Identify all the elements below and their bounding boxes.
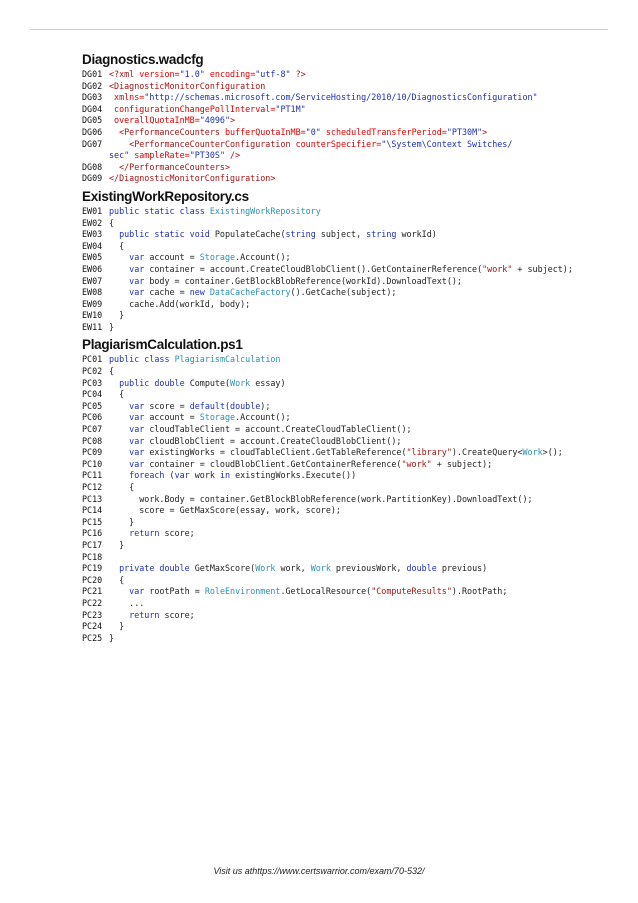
- line-number: PC13: [82, 493, 103, 504]
- code-token: var: [109, 263, 145, 274]
- code-token: return: [109, 609, 160, 620]
- code-token: default: [189, 400, 225, 411]
- code-token: private double: [109, 563, 195, 574]
- code-token: RoleEnvironment: [204, 586, 281, 597]
- line-number: PC09: [82, 447, 103, 458]
- code-line: [82, 505, 627, 517]
- code-block: [82, 69, 627, 185]
- code-token: "\System\Context Switches/: [381, 138, 513, 149]
- code-line: [82, 287, 627, 299]
- code-token: "utf-8": [255, 69, 291, 79]
- line-number: [82, 150, 109, 162]
- line-number: EW06: [82, 263, 103, 274]
- plagiarism-calculation-section: [82, 335, 627, 644]
- code-token: .Account();: [235, 252, 291, 263]
- top-divider: [30, 29, 608, 30]
- code-block: [82, 354, 627, 644]
- code-text: [109, 354, 627, 366]
- code-token: public class: [109, 354, 175, 365]
- code-text: [109, 104, 627, 116]
- code-token: {: [109, 240, 125, 251]
- code-token: in: [219, 470, 231, 481]
- code-line: [82, 229, 627, 241]
- code-text: [109, 459, 627, 471]
- code-token: cache =: [144, 287, 190, 298]
- code-text: [109, 206, 627, 218]
- code-token: foreach: [109, 470, 165, 481]
- code-line: [82, 447, 627, 459]
- line-number: EW05: [82, 252, 103, 263]
- code-token: container = account.CreateCloudBlobClient().GetContainerReference(: [144, 263, 483, 274]
- line-number: PC01: [82, 354, 103, 365]
- code-token: ).CreateQuery<: [451, 447, 523, 458]
- code-token: />: [224, 150, 241, 161]
- code-text: [109, 517, 627, 529]
- line-number: PC20: [82, 574, 103, 585]
- code-token: Work: [255, 563, 276, 574]
- code-line: [82, 378, 627, 390]
- code-text: [109, 264, 627, 276]
- code-token: work,: [275, 563, 311, 574]
- line-number: DG06: [82, 126, 103, 137]
- line-number: PC19: [82, 563, 103, 574]
- code-text: [109, 173, 627, 185]
- code-token: <DiagnosticMonitorConfiguration: [109, 80, 266, 91]
- code-token: >();: [542, 447, 563, 458]
- code-token: ExistingWorkRepository: [209, 205, 321, 216]
- code-text: [109, 150, 627, 162]
- code-token: encoding=: [204, 69, 256, 79]
- line-number: PC03: [82, 377, 103, 388]
- code-line: [82, 470, 627, 482]
- code-line: [82, 482, 627, 494]
- code-token: Work: [310, 563, 331, 574]
- code-line: [82, 494, 627, 506]
- code-line: [82, 610, 627, 622]
- code-text: [109, 241, 627, 253]
- code-text: [109, 310, 627, 322]
- diagnostics-section: [82, 50, 627, 185]
- code-line: [82, 598, 627, 610]
- code-token: "PT30M": [446, 126, 483, 137]
- line-number: DG01: [82, 69, 103, 79]
- code-token: var: [109, 458, 145, 469]
- code-token: configurationChangePollInterval=: [109, 103, 276, 114]
- code-token: var: [109, 447, 145, 458]
- code-line: [82, 276, 627, 288]
- code-text: [109, 540, 627, 552]
- code-token: score;: [159, 609, 195, 620]
- line-number: PC23: [82, 609, 103, 620]
- code-token: "PT30S": [189, 150, 225, 161]
- code-token: >: [230, 115, 236, 126]
- code-text: [109, 482, 627, 494]
- code-token: bufferQuotaInMB=: [224, 126, 306, 137]
- code-text: [109, 621, 627, 633]
- code-token: (: [164, 470, 175, 481]
- line-number: EW01: [82, 205, 103, 216]
- code-token: "4096": [199, 115, 231, 126]
- code-text: [109, 552, 627, 564]
- code-token: existingWorks = cloudTableClient.GetTableReference(: [144, 447, 407, 458]
- code-token: <PerformanceCounterConfiguration: [109, 138, 296, 149]
- code-line: [82, 252, 627, 264]
- code-line: [82, 517, 627, 529]
- code-text: [109, 447, 627, 459]
- code-token: public static class: [109, 205, 210, 216]
- code-token: {: [109, 389, 125, 400]
- code-token: Work: [522, 447, 543, 458]
- code-token: {: [109, 217, 115, 228]
- code-text: [109, 424, 627, 436]
- code-text: [109, 389, 627, 401]
- code-line: [82, 127, 627, 139]
- code-token: "library": [406, 447, 452, 458]
- code-line: [82, 299, 627, 311]
- code-line: [82, 218, 627, 230]
- code-text: [109, 575, 627, 587]
- code-text: [109, 563, 627, 575]
- code-line: [82, 412, 627, 424]
- code-line: [82, 139, 627, 151]
- code-token: Storage: [199, 252, 236, 263]
- code-text: [109, 366, 627, 378]
- code-token: >: [482, 126, 488, 137]
- line-number: PC07: [82, 424, 103, 435]
- code-line: [82, 586, 627, 598]
- code-token: <PerformanceCounters: [109, 126, 225, 137]
- code-token: "0": [305, 126, 321, 137]
- code-text: [109, 528, 627, 540]
- line-number: PC12: [82, 482, 103, 492]
- code-text: [109, 127, 627, 139]
- code-text: [109, 115, 627, 127]
- code-token: Compute(: [189, 377, 231, 388]
- code-text: [109, 322, 627, 334]
- code-text: [109, 598, 627, 610]
- code-line: [82, 310, 627, 322]
- code-line: [82, 150, 627, 162]
- code-token: account =: [144, 252, 200, 263]
- code-line: [82, 389, 627, 401]
- code-token: GetMaxScore(: [194, 563, 256, 574]
- code-token: cloudTableClient = account.CreateCloudTableClient();: [144, 424, 412, 435]
- line-number: EW09: [82, 298, 103, 309]
- code-line: [82, 115, 627, 127]
- code-token: var: [109, 586, 145, 597]
- line-number: PC08: [82, 435, 103, 446]
- code-token: Storage: [199, 412, 236, 423]
- code-token: var: [109, 412, 145, 423]
- code-text: [109, 276, 627, 288]
- code-line: [82, 322, 627, 334]
- code-line: [82, 162, 627, 174]
- code-text: [109, 162, 627, 174]
- line-number: PC14: [82, 505, 103, 516]
- code-line: [82, 552, 627, 564]
- code-token: account =: [144, 412, 200, 423]
- code-line: [82, 575, 627, 587]
- code-text: [109, 69, 627, 81]
- code-token: }: [109, 539, 125, 550]
- code-token: "1.0": [179, 69, 205, 79]
- code-line: [82, 264, 627, 276]
- code-line: [82, 528, 627, 540]
- line-number: DG02: [82, 80, 103, 91]
- code-text: [109, 412, 627, 424]
- code-token: var: [109, 252, 145, 263]
- code-token: + subject);: [431, 458, 493, 469]
- line-number: PC22: [82, 597, 103, 608]
- code-text: [109, 378, 627, 390]
- code-token: "work": [401, 458, 432, 469]
- line-number: DG07: [82, 138, 103, 149]
- line-number: DG08: [82, 161, 103, 172]
- line-number: EW10: [82, 310, 103, 321]
- document-content: [82, 50, 627, 646]
- code-token: overallQuotaInMB=: [109, 115, 200, 126]
- code-line: [82, 354, 627, 366]
- code-token: }: [109, 310, 125, 321]
- code-token: </PerformanceCounters>: [109, 161, 231, 172]
- code-line: [82, 633, 627, 645]
- code-token: existingWorks.Execute()): [230, 470, 357, 481]
- code-token: string: [285, 229, 316, 240]
- code-token: xmlns=: [109, 92, 145, 103]
- code-text: [109, 229, 627, 241]
- code-token: "http://schemas.microsoft.com/ServiceHosting/2010/10/DiagnosticsConfiguration": [144, 92, 538, 103]
- code-token: DataCacheFactory: [209, 287, 291, 298]
- code-text: [109, 92, 627, 104]
- code-token: var: [109, 275, 145, 286]
- code-token: public double: [109, 377, 190, 388]
- line-number: PC16: [82, 528, 103, 539]
- code-token: cache.Add(workId, body);: [109, 298, 251, 309]
- line-number: PC17: [82, 539, 103, 550]
- code-token: essay): [250, 377, 286, 388]
- code-text: [109, 81, 627, 93]
- line-number: PC24: [82, 621, 103, 632]
- code-text: [109, 252, 627, 264]
- line-number: PC25: [82, 632, 103, 643]
- code-token: PlagiarismCalculation: [174, 354, 281, 365]
- code-token: previousWork,: [330, 563, 407, 574]
- code-line: [82, 92, 627, 104]
- line-number: EW03: [82, 229, 103, 240]
- code-token: new: [189, 287, 210, 298]
- code-token: return: [109, 528, 160, 539]
- code-token: </DiagnosticMonitorConfiguration>: [109, 173, 276, 184]
- line-number: DG05: [82, 115, 103, 126]
- code-text: [109, 401, 627, 413]
- section-title: Diagnostics.wadcfg: [82, 52, 204, 67]
- line-number: EW07: [82, 275, 103, 286]
- section-title: PlagiarismCalculation.ps1: [82, 337, 243, 353]
- section-title: ExistingWorkRepository.cs: [82, 188, 249, 204]
- code-text: [109, 218, 627, 230]
- code-token: }: [109, 516, 135, 527]
- code-token: workId): [396, 229, 437, 240]
- code-token: {: [109, 366, 115, 377]
- code-text: [109, 610, 627, 622]
- code-token: version=: [139, 69, 180, 79]
- code-line: [82, 424, 627, 436]
- code-text: [109, 505, 627, 517]
- line-number: PC18: [82, 551, 103, 562]
- line-number: PC21: [82, 586, 103, 597]
- code-token: "PT1M": [275, 103, 306, 114]
- code-token: rootPath =: [144, 586, 205, 597]
- code-token: PopulateCache(: [214, 229, 286, 240]
- code-line: [82, 69, 627, 81]
- code-block: [82, 206, 627, 334]
- code-token: }: [109, 321, 115, 332]
- code-line: [82, 436, 627, 448]
- code-token: ...: [109, 597, 145, 608]
- code-token: container = cloudBlobClient.GetContainerReference(: [144, 458, 402, 469]
- code-token: counterSpecifier=: [295, 138, 382, 149]
- code-line: [82, 459, 627, 471]
- line-number: DG09: [82, 173, 103, 184]
- code-text: [109, 436, 627, 448]
- code-token: double: [230, 400, 261, 411]
- line-number: EW11: [82, 321, 103, 332]
- line-number: DG03: [82, 92, 103, 103]
- code-token: work.Body = container.GetBlockBlobReference(work.PartitionKey).DownloadText();: [109, 493, 533, 504]
- code-token: var: [109, 400, 145, 411]
- code-line: [82, 621, 627, 633]
- code-line: [82, 81, 627, 93]
- code-token: body = container.GetBlockBlobReference(workId).DownloadText();: [144, 275, 462, 286]
- code-token: ().GetCache(subject);: [290, 287, 397, 298]
- line-number: PC02: [82, 366, 103, 377]
- code-token: ).RootPath;: [451, 586, 508, 597]
- code-token: var: [109, 435, 145, 446]
- code-line: [82, 241, 627, 253]
- code-token: var: [109, 287, 145, 298]
- code-token: {: [109, 574, 125, 585]
- code-token: var: [174, 470, 190, 481]
- code-text: [109, 586, 627, 598]
- code-text: [109, 633, 627, 645]
- code-token: <?xml: [109, 69, 140, 79]
- existing-work-repository-section: [82, 187, 627, 334]
- code-token: subject,: [315, 229, 367, 240]
- code-text: [109, 494, 627, 506]
- code-token: var: [109, 424, 145, 435]
- code-token: }: [109, 621, 125, 632]
- code-token: scheduledTransferPeriod=: [320, 126, 447, 137]
- code-text: [109, 470, 627, 482]
- code-token: sampleRate=: [129, 150, 190, 161]
- code-token: public static void: [109, 229, 215, 240]
- code-token: work: [189, 470, 220, 481]
- code-token: (: [224, 400, 231, 411]
- code-token: Work: [230, 377, 251, 388]
- line-number: DG04: [82, 103, 103, 114]
- line-number: EW02: [82, 217, 103, 228]
- code-token: ?>: [290, 69, 306, 79]
- code-token: score;: [159, 528, 195, 539]
- line-number: PC05: [82, 400, 103, 411]
- code-token: cloudBlobClient = account.CreateCloudBlobClient();: [144, 435, 402, 446]
- code-token: }: [109, 632, 115, 643]
- line-number: PC06: [82, 412, 103, 423]
- code-text: [109, 287, 627, 299]
- code-token: .Account();: [235, 412, 291, 423]
- line-number: EW04: [82, 240, 103, 251]
- code-text: [109, 299, 627, 311]
- line-number: PC15: [82, 516, 103, 527]
- code-line: [82, 563, 627, 575]
- line-number: PC10: [82, 458, 103, 469]
- code-token: );: [260, 400, 271, 411]
- code-line: [82, 540, 627, 552]
- code-token: sec": [109, 150, 130, 161]
- code-token: string: [366, 229, 397, 240]
- code-token: .GetLocalResource(: [280, 586, 372, 597]
- line-number: EW08: [82, 287, 103, 298]
- footer-link-text[interactable]: Visit us athttps://www.certswarrior.com/exam/70-532/: [213, 866, 425, 876]
- code-token: {: [109, 482, 135, 492]
- code-text: [109, 139, 627, 151]
- line-number: PC11: [82, 470, 103, 481]
- code-token: "ComputeResults": [371, 586, 452, 597]
- code-line: [82, 401, 627, 413]
- code-token: previous): [436, 563, 488, 574]
- code-line: [82, 173, 627, 185]
- code-line: [82, 366, 627, 378]
- code-token: score = GetMaxScore(essay, work, score);: [109, 505, 341, 516]
- line-number: PC04: [82, 389, 103, 400]
- code-line: [82, 104, 627, 116]
- code-token: score =: [144, 400, 190, 411]
- code-line: [82, 206, 627, 218]
- code-token: "work": [482, 263, 513, 274]
- code-token: double: [406, 563, 437, 574]
- code-token: + subject);: [512, 263, 573, 274]
